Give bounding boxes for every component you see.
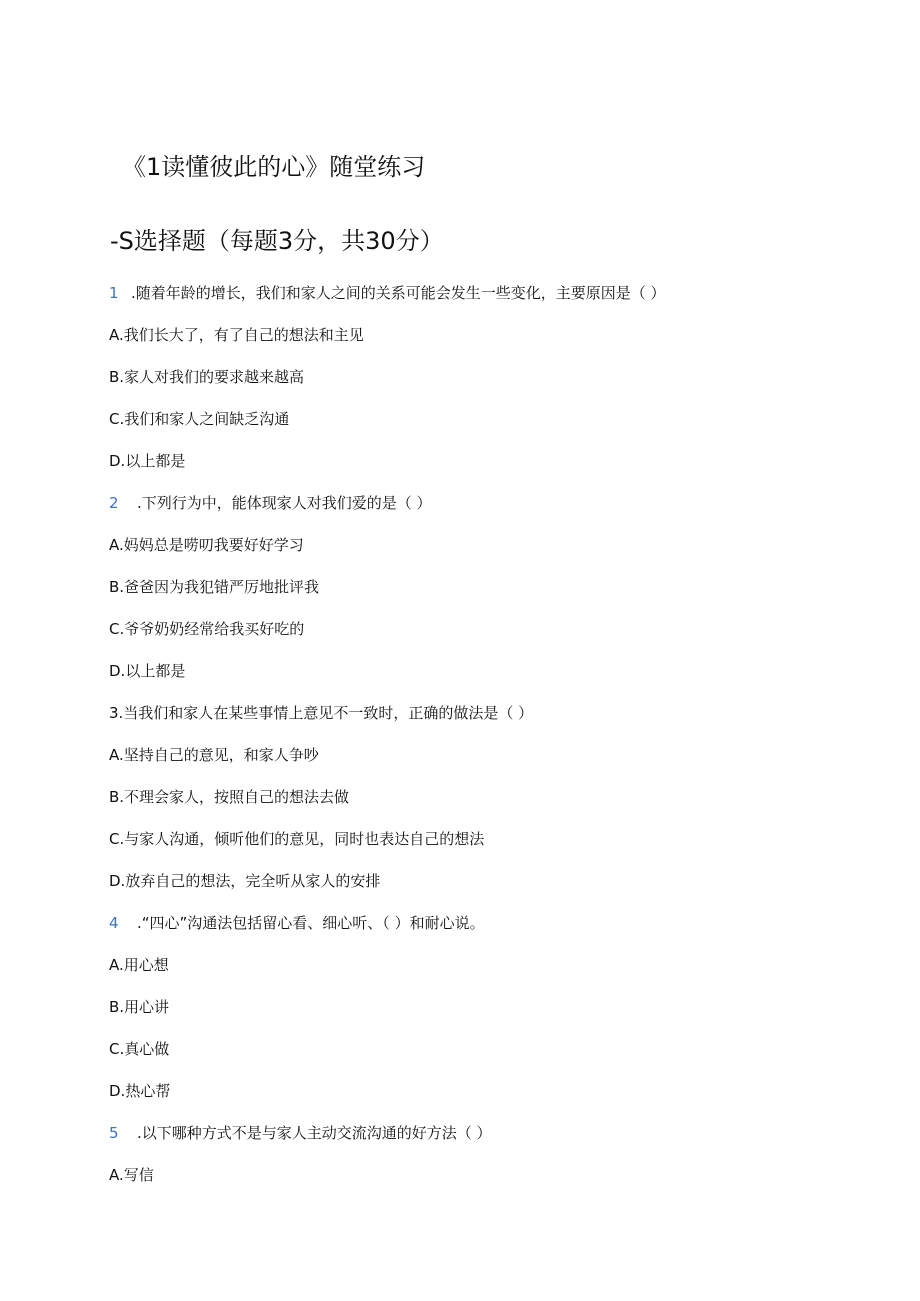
option-a: A.坚持自己的意见，和家人争吵	[109, 746, 319, 764]
question-2	[109, 492, 829, 534]
option-d: D.放弃自己的想法，完全听从家人的安排	[109, 872, 381, 890]
option-c: C.与家人沟通，倾听他们的意见，同时也表达自己的想法	[109, 830, 485, 848]
question-5	[109, 1122, 829, 1164]
question-number: 2	[109, 494, 119, 512]
option-d: D.热心帮	[109, 1082, 171, 1100]
question-number: 5	[109, 1124, 119, 1142]
question-number: 4	[109, 914, 119, 932]
option-b: B.爸爸因为我犯错严厉地批评我	[109, 578, 320, 596]
question-text: 3.当我们和家人在某些事情上意见不一致时，正确的做法是（ ）	[109, 704, 534, 722]
option-d: D.以上都是	[109, 452, 186, 470]
option-a: A.我们长大了，有了自己的想法和主见	[109, 326, 364, 344]
question-1	[109, 282, 829, 324]
option-a: A.写信	[109, 1166, 154, 1184]
option-a: A.用心想	[109, 956, 169, 974]
question-list	[109, 282, 829, 1206]
option-c: C.真心做	[109, 1040, 170, 1058]
document-title: 《1读懂彼此的心》随堂练习	[122, 153, 426, 181]
option-d: D.以上都是	[109, 662, 186, 680]
option-b: B.用心讲	[109, 998, 170, 1016]
option-a: A.妈妈总是唠叨我要好好学习	[109, 536, 304, 554]
question-text: .以下哪种方式不是与家人主动交流沟通的好方法（ ）	[137, 1124, 492, 1142]
question-number: 1	[109, 284, 119, 302]
section-heading: -S选择题（每题3分，共30分）	[110, 227, 444, 255]
question-text: .随着年龄的增长，我们和家人之间的关系可能会发生一些变化，主要原因是（ ）	[131, 284, 666, 302]
option-c: C.我们和家人之间缺乏沟通	[109, 410, 290, 428]
option-c: C.爷爷奶奶经常给我买好吃的	[109, 620, 305, 638]
question-text: .“四心”沟通法包括留心看、细心听、（ ）和耐心说。	[137, 914, 485, 932]
question-text: .下列行为中，能体现家人对我们爱的是（ ）	[137, 494, 432, 512]
question-3	[109, 702, 829, 744]
option-b: B.家人对我们的要求越来越高	[109, 368, 305, 386]
question-4	[109, 912, 829, 954]
option-b: B.不理会家人，按照自己的想法去做	[109, 788, 350, 806]
